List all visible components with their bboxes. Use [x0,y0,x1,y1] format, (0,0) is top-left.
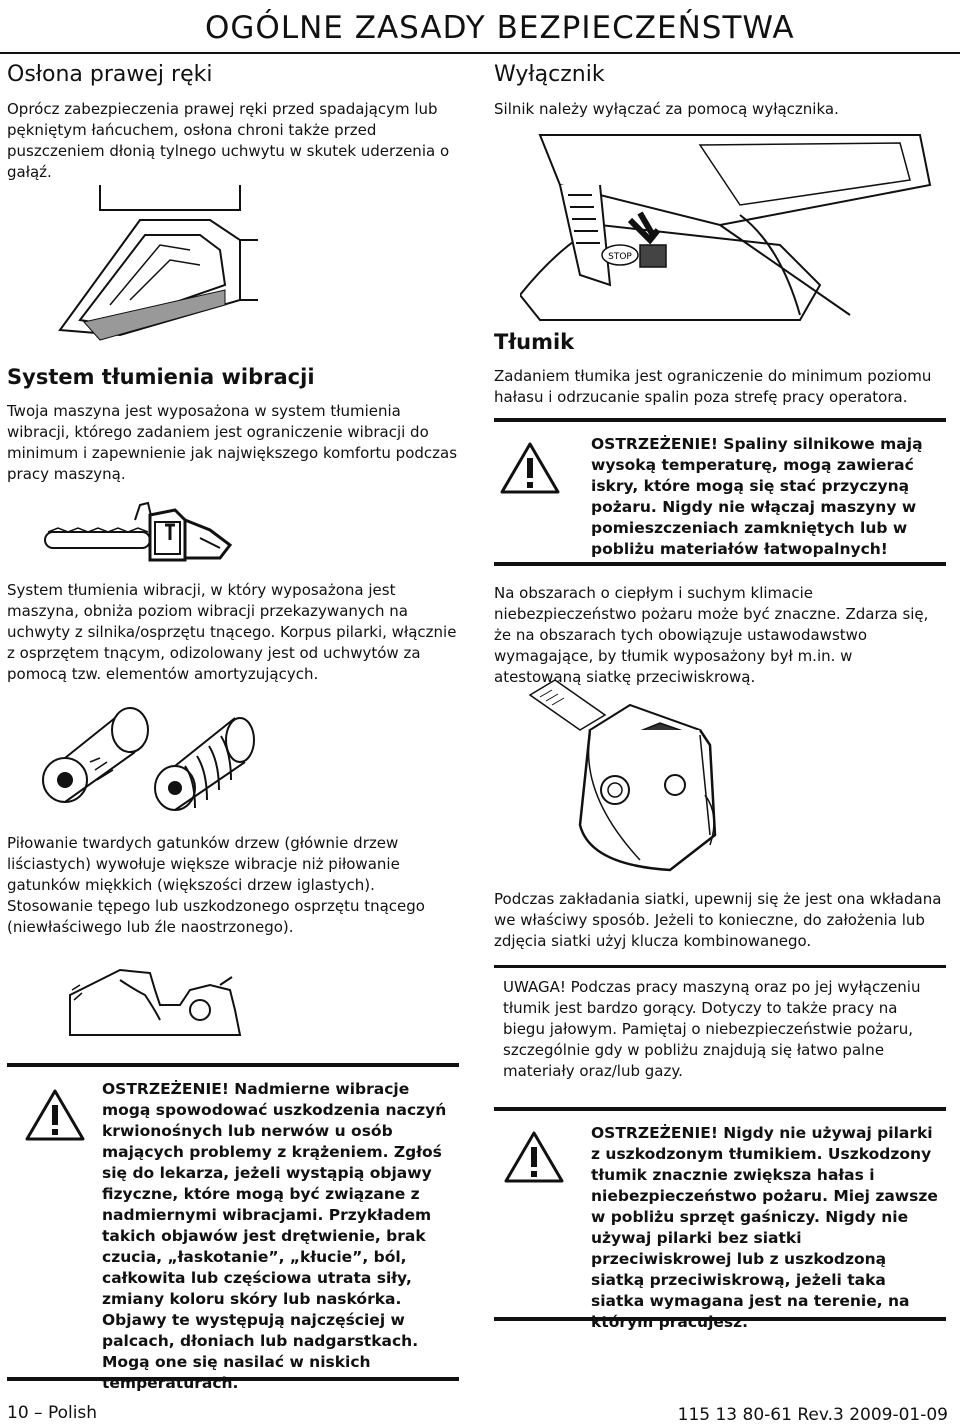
warning-triangle-icon [500,442,560,494]
page-number: 10 – Polish [7,1403,98,1423]
hand-guard-illustration [40,180,260,350]
switch-text: Silnik należy wyłączać za pomocą wyłącznika. [494,100,839,118]
heat-note-text: UWAGA! Podczas pracy maszyną oraz po jej wyłączeniu tłumik jest bardzo gorący. Dotyczy to także pracy na biegu jałowym. Pamiętaj o niebezpieczeństwie pożaru, szczególnie gdy w pobliżu znajdują się łatwo palne materiały oraz/lub gazy. [503,978,921,1080]
hand-guard-heading: Osłona prawej ręki [7,62,213,87]
warning-triangle-icon [25,1089,85,1141]
chainsaw-illustration [40,500,240,570]
dampers-illustration [35,700,255,820]
title-rule [0,52,960,54]
exhaust-warning-text: OSTRZEŻENIE! Spaliny silnikowe mają wysoką temperaturę, mogą zawierać iskry, które mogą się stać przyczyną pożaru. Nigdy nie włączaj maszyny w pomieszczeniach zamkniętych lub w pobliżu materiałów łatwopalnych! [591,435,923,558]
stop-switch-illustration [520,125,940,325]
vibration-warning [7,1063,459,1392]
page-title: OGÓLNE ZASADY BEZPIECZEŃSTWA [205,10,795,46]
hand-guard-text: Oprócz zabezpieczenia prawej ręki przed spadającym lub pękniętym łańcuchem, osłona chroni także przed puszczeniem dłonią tylnego uchwytu w skutek uderzenia o gałąź. [7,100,450,181]
vibration-text-3: Piłowanie twardych gatunków drzew (głównie drzew liściastych) wywołuje większe wibracje niż piłowanie gatunków miękkich (większości drzew iglastych). Stosowanie tępego lub uszkodzonego osprzętu tnącego (niewłaściwego lub źle naostrzonego). [7,834,425,936]
muffler-text: Zadaniem tłumika jest ograniczenie do minimum poziomu hałasu i odrzucanie spalin poza strefę pracy operatora. [494,367,932,406]
exhaust-warning [494,418,946,566]
muffler-text-3: Podczas zakładania siatki, upewnij się że jest ona wkładana we właściwy sposób. Jeżeli to konieczne, do założenia lub zdjęcia siatki użyj klucza kombinowanego. [494,890,942,950]
stop-label: STOP [608,252,632,262]
muffler-heading: Tłumik [494,330,575,354]
saw-chain-illustration [60,965,260,1045]
vibration-warning-text: OSTRZEŻENIE! Nadmierne wibracje mogą spowodować uszkodzenia naczyń krwionośnych lub nerwów u osób mających problemy z krążeniem. Zgłoś się do lekarza, jeżeli wystąpią objawy fizyczne, które mogą być związane z nadmiernymi wibracjami. Przykładem takich objawów jest drętwienie, brak czucia, „łaskotanie”, „kłucie”, ból, całkowita lub częściowa utrata siły, zmiany koloru skóry lub naskórka. Objawy te występują najczęściej w palcach, dłoniach lub nadgarstkach. Mogą one się nasilać w niskich temperaturach. [102,1080,447,1392]
muffler-text-2: Na obszarach o ciepłym i suchym klimacie niebezpieczeństwo pożaru może być znaczne. Zdarza się, że na obszarach tych obowiązuje ustawodawstwo wymagające, by tłumik wyposażony był m.in. w atestowaną siatkę przeciwiskrową. [494,584,929,686]
damaged-muffler-warning [494,1107,946,1331]
note-rule [494,965,946,968]
damaged-muffler-warning-text: OSTRZEŻENIE! Nigdy nie używaj pilarki z uszkodzonym tłumikiem. Uszkodzony tłumik znacznie zwiększa hałas i niebezpieczeństwo pożaru. Miej zawsze w pobliżu sprzęt gaśniczy. Nigdy nie używaj pilarki bez siatki przeciwiskrowej lub z uszkodzoną siatką przeciwiskrową, jeżeli taka siatka wymagana jest na terenie, na którym pracujesz. [591,1124,938,1331]
warning-triangle-icon [504,1131,564,1183]
document-code: 115 13 80-61 Rev.3 2009-01-09 [677,1405,948,1425]
switch-heading: Wyłącznik [494,62,605,87]
muffler-illustration [520,675,740,875]
vibration-text: Twoja maszyna jest wyposażona w system tłumienia wibracji, którego zadaniem jest ograniczenie wibracji do minimum i zapewnienie jak największego komfortu podczas pracy maszyną. [7,402,458,483]
vibration-heading: System tłumienia wibracji [7,365,315,389]
vibration-text-2: System tłumienia wibracji, w który wyposażona jest maszyna, obniża poziom wibracji przekazywanych na uchwyty z silnika/osprzętu tnącego. Korpus pilarki, włącznie z osprzętem tnącym, odizolowany jest od uchwytów za pomocą tzw. elementów amortyzujących. [7,581,457,683]
